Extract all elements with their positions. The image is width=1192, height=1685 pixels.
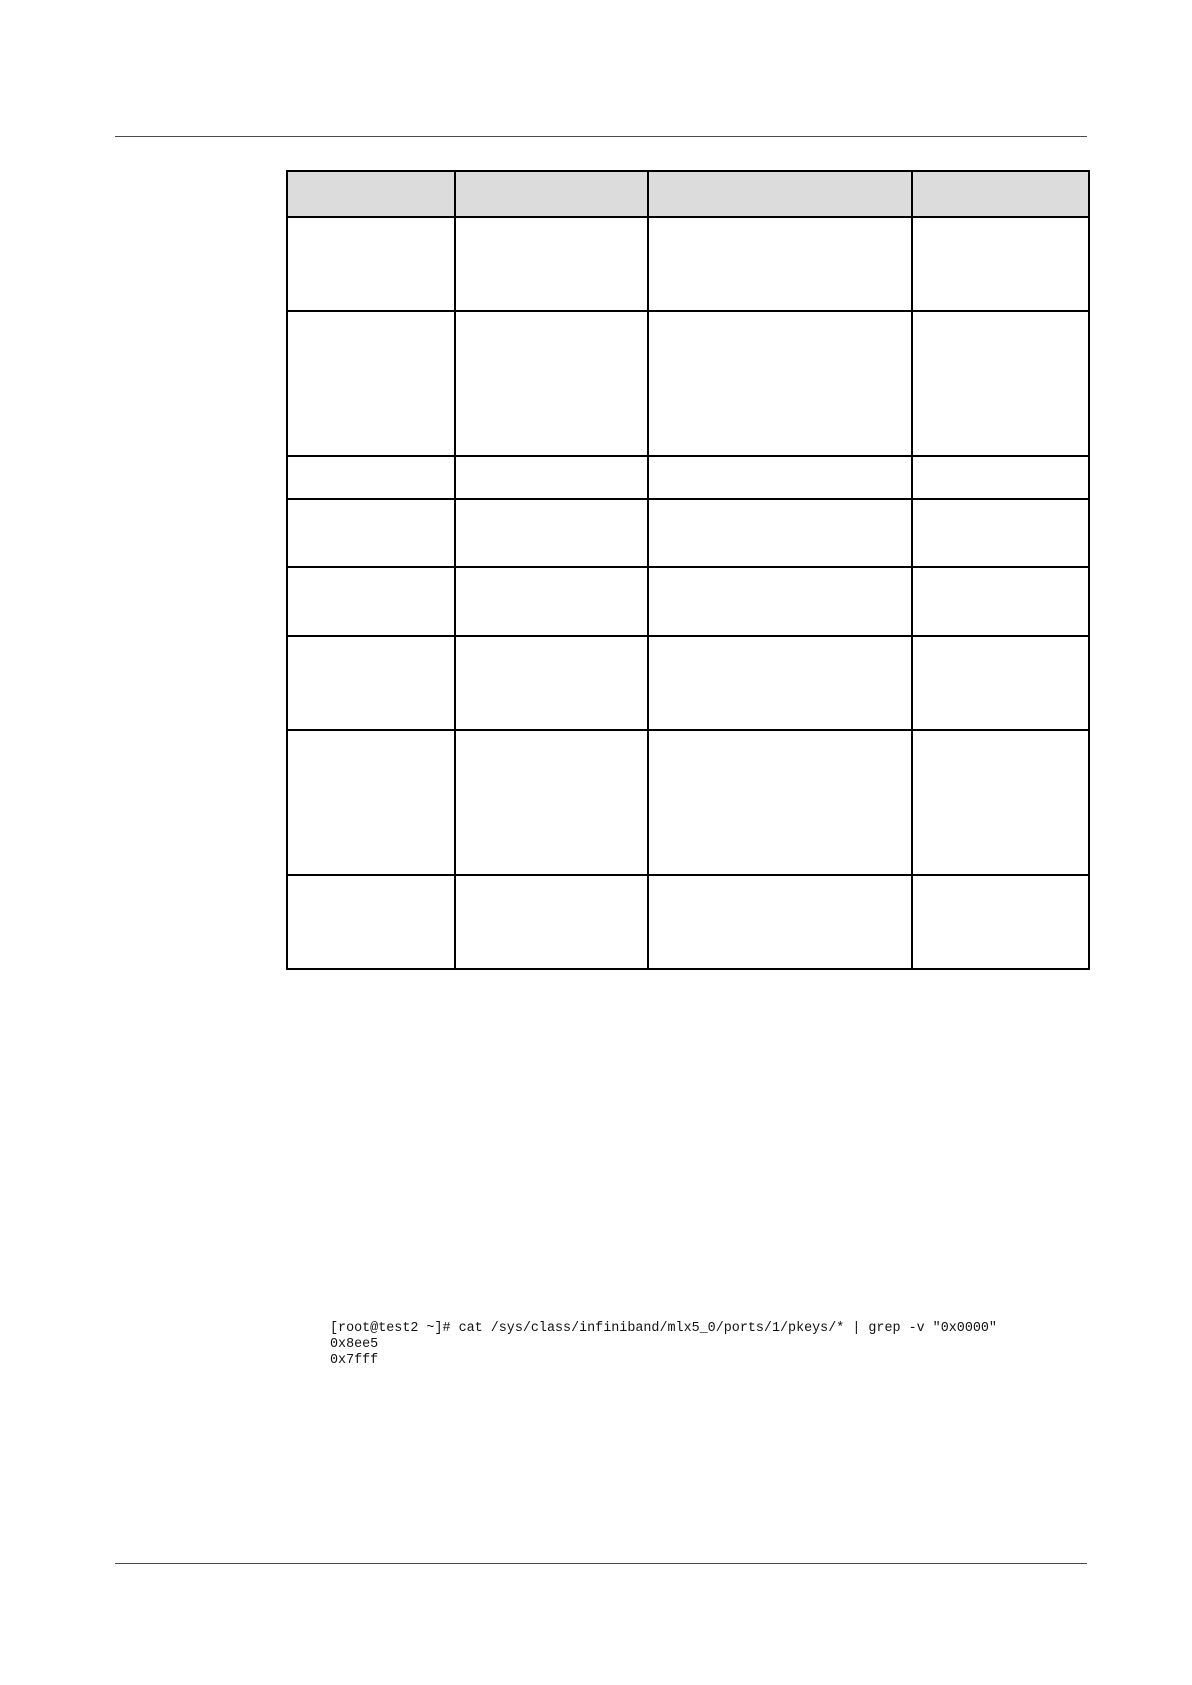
table-cell [455, 730, 648, 875]
table-cell [287, 636, 455, 730]
table-cell [287, 499, 455, 567]
table-row [287, 730, 1089, 875]
table-cell [287, 875, 455, 969]
table-row [287, 456, 1089, 499]
table-cell [912, 636, 1089, 730]
table-cell [455, 636, 648, 730]
parameter-table [286, 170, 1090, 970]
table-cell [912, 567, 1089, 636]
table-cell [912, 730, 1089, 875]
table-cell [648, 567, 912, 636]
header-rule [115, 136, 1087, 137]
table-header-row [287, 171, 1089, 217]
table-header-cell [287, 171, 455, 217]
table-header-cell [455, 171, 648, 217]
table-cell [648, 730, 912, 875]
table-cell [648, 217, 912, 311]
table-cell [287, 456, 455, 499]
table-cell [455, 456, 648, 499]
table-cell [912, 217, 1089, 311]
table-cell [287, 567, 455, 636]
output-line: 0x7fff [330, 1353, 379, 1368]
table-cell [455, 217, 648, 311]
table-cell [648, 499, 912, 567]
table-cell [648, 311, 912, 456]
table-row [287, 311, 1089, 456]
table-row [287, 567, 1089, 636]
table-cell [912, 499, 1089, 567]
output-line: 0x8ee5 [330, 1337, 379, 1352]
table-cell [287, 217, 455, 311]
table-header-cell [912, 171, 1089, 217]
table-cell [287, 730, 455, 875]
table-row [287, 217, 1089, 311]
command-line: [root@test2 ~]# cat /sys/class/infiniband/mlx5_0/ports/1/pkeys/* | grep -v "0x0000" [330, 1321, 997, 1336]
table-cell [912, 875, 1089, 969]
table-cell [648, 456, 912, 499]
table-cell [455, 311, 648, 456]
table-cell [455, 567, 648, 636]
table-cell [648, 636, 912, 730]
table-row [287, 636, 1089, 730]
terminal-output [330, 1321, 997, 1369]
table-cell [287, 311, 455, 456]
table-cell [455, 875, 648, 969]
table-cell [455, 499, 648, 567]
footer-rule [115, 1563, 1087, 1564]
table-row [287, 875, 1089, 969]
table-cell [912, 311, 1089, 456]
table-header-cell [648, 171, 912, 217]
table-cell [648, 875, 912, 969]
table-cell [912, 456, 1089, 499]
table-row [287, 499, 1089, 567]
